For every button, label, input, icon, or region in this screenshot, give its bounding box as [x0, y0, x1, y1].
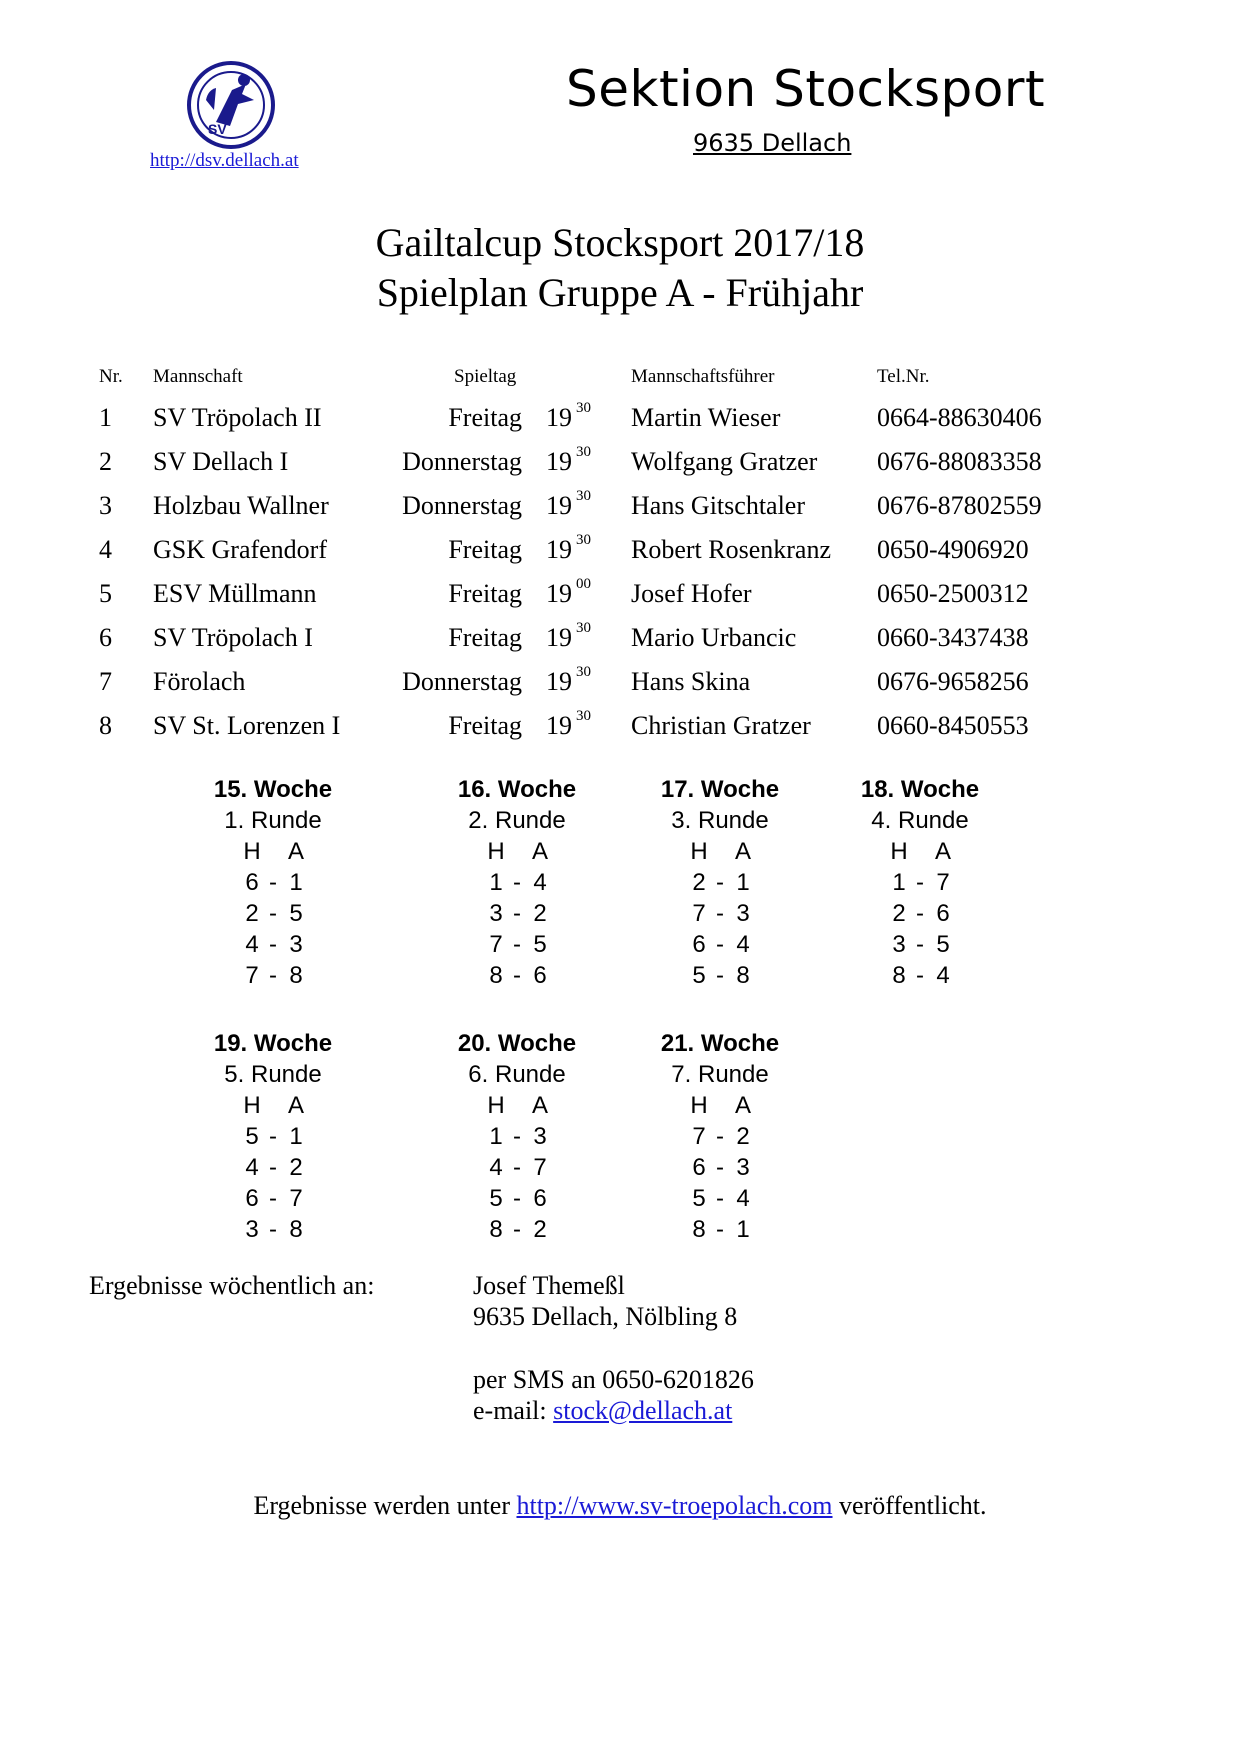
- document-title: [0, 218, 1240, 318]
- away-team: 5: [936, 931, 950, 958]
- match-row: [630, 1183, 810, 1214]
- away-team: 6: [533, 1185, 547, 1212]
- team-name: Förolach: [153, 667, 246, 696]
- match-minute: 30: [576, 664, 591, 681]
- header-day: Spieltag: [454, 366, 517, 387]
- away-team: 4: [736, 1185, 750, 1212]
- results-sms: per SMS an 0650-6201826: [473, 1365, 754, 1394]
- home-team: 2: [692, 869, 706, 896]
- captain-phone: 0650-2500312: [877, 579, 1029, 608]
- match-hour: 19: [546, 711, 572, 740]
- match-minute: 30: [576, 444, 591, 461]
- home-team: 3: [245, 1216, 259, 1243]
- match-row: [630, 929, 810, 960]
- round-label: 5. Runde: [224, 1061, 322, 1088]
- home-away-header: [427, 1090, 607, 1121]
- away-team: 4: [936, 962, 950, 989]
- team-name: ESV Müllmann: [153, 579, 317, 608]
- match-minute: 00: [576, 576, 591, 593]
- away-team: 2: [736, 1123, 750, 1150]
- away-team: 2: [533, 1216, 547, 1243]
- home-away-header: [183, 1090, 363, 1121]
- match-row: [830, 929, 1010, 960]
- week-label: 18. Woche: [860, 776, 980, 803]
- match-row: [630, 960, 810, 991]
- away-team: 1: [736, 869, 750, 896]
- match-row: [183, 1214, 363, 1245]
- match-dash: -: [513, 962, 521, 989]
- home-team: 5: [692, 1185, 706, 1212]
- week-block: [830, 774, 1010, 991]
- match-row: [183, 960, 363, 991]
- match-hour: 19: [546, 579, 572, 608]
- match-hour: 19: [546, 491, 572, 520]
- home-team: 1: [489, 869, 503, 896]
- home-label: H: [690, 1092, 708, 1119]
- results-name: Josef Themeßl: [473, 1271, 625, 1300]
- match-row: [427, 1121, 607, 1152]
- match-row: [183, 929, 363, 960]
- away-team: 3: [736, 1154, 750, 1181]
- home-team: 2: [892, 900, 906, 927]
- home-team: 2: [245, 900, 259, 927]
- match-minute: 30: [576, 620, 591, 637]
- team-name: SV Dellach I: [153, 447, 289, 476]
- team-row: [0, 664, 1240, 707]
- match-row: [427, 929, 607, 960]
- home-team: 3: [892, 931, 906, 958]
- match-row: [427, 1183, 607, 1214]
- away-team: 6: [533, 962, 547, 989]
- week-label: 15. Woche: [213, 776, 333, 803]
- home-away-header: [830, 836, 1010, 867]
- website-link[interactable]: http://dsv.dellach.at: [150, 150, 299, 171]
- team-name: SV Tröpolach II: [153, 403, 322, 432]
- away-team: 6: [936, 900, 950, 927]
- match-row: [630, 867, 810, 898]
- match-day: Donnerstag: [402, 447, 522, 476]
- home-team: 8: [892, 962, 906, 989]
- match-dash: -: [716, 869, 724, 896]
- match-row: [183, 898, 363, 929]
- match-dash: -: [716, 931, 724, 958]
- team-number: 2: [99, 447, 112, 476]
- match-minute: 30: [576, 532, 591, 549]
- captain-phone: 0664-88630406: [877, 403, 1042, 432]
- home-team: 6: [245, 1185, 259, 1212]
- header-team: Mannschaft: [153, 366, 243, 387]
- match-row: [183, 1152, 363, 1183]
- home-team: 5: [692, 962, 706, 989]
- team-number: 1: [99, 403, 112, 432]
- results-email-line: [473, 1396, 732, 1426]
- round-label: 6. Runde: [468, 1061, 566, 1088]
- email-label: e-mail:: [473, 1396, 547, 1425]
- match-time: [546, 576, 591, 609]
- home-team: 8: [692, 1216, 706, 1243]
- club-title: Sektion Stocksport: [566, 60, 1046, 118]
- match-hour: 19: [546, 623, 572, 652]
- home-team: 3: [489, 900, 503, 927]
- team-number: 8: [99, 711, 112, 740]
- home-away-header: [183, 836, 363, 867]
- week-block: [183, 774, 363, 991]
- match-time: [546, 620, 591, 653]
- away-label: A: [531, 1092, 548, 1119]
- match-day: Freitag: [448, 711, 522, 740]
- away-label: A: [287, 838, 304, 865]
- home-label: H: [487, 1092, 505, 1119]
- match-dash: -: [513, 900, 521, 927]
- home-team: 7: [489, 931, 503, 958]
- away-team: 7: [289, 1185, 303, 1212]
- match-dash: -: [269, 962, 277, 989]
- team-captain: Robert Rosenkranz: [631, 535, 832, 564]
- away-team: 4: [533, 869, 547, 896]
- match-dash: -: [269, 900, 277, 927]
- away-label: A: [287, 1092, 304, 1119]
- match-day: Donnerstag: [402, 667, 522, 696]
- match-row: [183, 1121, 363, 1152]
- match-day: Freitag: [448, 403, 522, 432]
- away-team: 1: [289, 1123, 303, 1150]
- home-label: H: [487, 838, 505, 865]
- week-block: [630, 774, 810, 991]
- match-day: Donnerstag: [402, 491, 522, 520]
- match-dash: -: [269, 931, 277, 958]
- team-number: 7: [99, 667, 112, 696]
- match-dash: -: [513, 1123, 521, 1150]
- home-team: 5: [489, 1185, 503, 1212]
- captain-phone: 0676-87802559: [877, 491, 1042, 520]
- away-team: 8: [736, 962, 750, 989]
- match-dash: -: [269, 1154, 277, 1181]
- match-hour: 19: [546, 447, 572, 476]
- header-captain: Mannschaftsführer: [631, 366, 775, 387]
- published-note: [0, 1491, 1240, 1521]
- home-team: 8: [489, 1216, 503, 1243]
- team-name: SV Tröpolach I: [153, 623, 313, 652]
- match-dash: -: [269, 1185, 277, 1212]
- match-row: [630, 1214, 810, 1245]
- match-row: [427, 960, 607, 991]
- week-label: 19. Woche: [213, 1030, 333, 1057]
- title-line-1: Gailtalcup Stocksport 2017/18: [375, 220, 865, 265]
- team-name: SV St. Lorenzen I: [153, 711, 341, 740]
- home-team: 7: [245, 962, 259, 989]
- away-label: A: [934, 838, 951, 865]
- match-minute: 30: [576, 488, 591, 505]
- team-row: [0, 400, 1240, 443]
- team-captain: Wolfgang Gratzer: [631, 447, 818, 476]
- team-captain: Mario Urbancic: [631, 623, 797, 652]
- round-label: 7. Runde: [671, 1061, 769, 1088]
- match-row: [427, 1214, 607, 1245]
- team-number: 6: [99, 623, 112, 652]
- away-team: 1: [736, 1216, 750, 1243]
- team-captain: Christian Gratzer: [631, 711, 811, 740]
- team-name: GSK Grafendorf: [153, 535, 328, 564]
- home-label: H: [890, 838, 908, 865]
- home-away-header: [630, 836, 810, 867]
- match-dash: -: [513, 1185, 521, 1212]
- svg-text:SV: SV: [208, 121, 227, 137]
- match-time: [546, 532, 591, 565]
- away-team: 2: [533, 900, 547, 927]
- team-row: [0, 488, 1240, 531]
- team-number: 4: [99, 535, 112, 564]
- away-team: 5: [533, 931, 547, 958]
- home-label: H: [690, 838, 708, 865]
- home-label: H: [243, 838, 261, 865]
- week-block: [427, 1028, 607, 1245]
- away-team: 3: [289, 931, 303, 958]
- club-city: 9635 Dellach: [693, 129, 852, 157]
- week-label: 16. Woche: [457, 776, 577, 803]
- match-time: [546, 664, 591, 697]
- week-block: [630, 1028, 810, 1245]
- match-hour: 19: [546, 535, 572, 564]
- away-team: 1: [289, 869, 303, 896]
- match-minute: 30: [576, 400, 591, 417]
- match-row: [830, 960, 1010, 991]
- team-name: Holzbau Wallner: [153, 491, 329, 520]
- match-minute: 30: [576, 708, 591, 725]
- match-row: [183, 1183, 363, 1214]
- home-away-header: [630, 1090, 810, 1121]
- away-team: 8: [289, 962, 303, 989]
- home-team: 4: [245, 1154, 259, 1181]
- match-dash: -: [916, 900, 924, 927]
- results-label: Ergebnisse wöchentlich an:: [89, 1271, 375, 1300]
- team-captain: Hans Gitschtaler: [631, 491, 806, 520]
- team-row: [0, 708, 1240, 751]
- match-dash: -: [716, 1216, 724, 1243]
- team-row: [0, 444, 1240, 487]
- team-row: [0, 576, 1240, 619]
- away-team: 3: [533, 1123, 547, 1150]
- header-nr: Nr.: [99, 366, 123, 387]
- match-row: [427, 1152, 607, 1183]
- week-label: 21. Woche: [660, 1030, 780, 1057]
- home-team: 7: [692, 1123, 706, 1150]
- match-hour: 19: [546, 403, 572, 432]
- captain-phone: 0660-3437438: [877, 623, 1029, 652]
- published-link[interactable]: http://www.sv-troepolach.com: [516, 1491, 833, 1520]
- team-captain: Hans Skina: [631, 667, 751, 696]
- team-number: 5: [99, 579, 112, 608]
- captain-phone: 0660-8450553: [877, 711, 1029, 740]
- home-team: 5: [245, 1123, 259, 1150]
- match-day: Freitag: [448, 579, 522, 608]
- match-hour: 19: [546, 667, 572, 696]
- round-label: 4. Runde: [871, 807, 969, 834]
- match-day: Freitag: [448, 623, 522, 652]
- match-dash: -: [916, 931, 924, 958]
- match-day: Freitag: [448, 535, 522, 564]
- away-team: 3: [736, 900, 750, 927]
- match-dash: -: [716, 1154, 724, 1181]
- match-dash: -: [513, 869, 521, 896]
- away-team: 2: [289, 1154, 303, 1181]
- match-row: [630, 898, 810, 929]
- match-time: [546, 400, 591, 433]
- match-dash: -: [513, 931, 521, 958]
- team-number: 3: [99, 491, 112, 520]
- title-line-2: Spielplan Gruppe A - Frühjahr: [376, 270, 864, 315]
- week-block: [427, 774, 607, 991]
- away-team: 7: [533, 1154, 547, 1181]
- header-tel: Tel.Nr.: [877, 366, 930, 387]
- home-team: 1: [489, 1123, 503, 1150]
- captain-phone: 0676-88083358: [877, 447, 1042, 476]
- away-team: 7: [936, 869, 950, 896]
- match-row: [630, 1152, 810, 1183]
- match-dash: -: [916, 869, 924, 896]
- match-row: [830, 867, 1010, 898]
- match-dash: -: [513, 1216, 521, 1243]
- away-label: A: [734, 1092, 751, 1119]
- team-row: [0, 532, 1240, 575]
- week-label: 20. Woche: [457, 1030, 577, 1057]
- home-team: 6: [692, 1154, 706, 1181]
- home-team: 7: [692, 900, 706, 927]
- match-dash: -: [716, 962, 724, 989]
- away-label: A: [734, 838, 751, 865]
- home-team: 4: [245, 931, 259, 958]
- away-team: 4: [736, 931, 750, 958]
- match-dash: -: [513, 1154, 521, 1181]
- captain-phone: 0650-4906920: [877, 535, 1029, 564]
- match-dash: -: [716, 1123, 724, 1150]
- published-prefix: Ergebnisse werden unter: [253, 1491, 510, 1520]
- match-row: [427, 898, 607, 929]
- email-link[interactable]: stock@dellach.at: [553, 1396, 733, 1425]
- away-label: A: [531, 838, 548, 865]
- match-dash: -: [916, 962, 924, 989]
- home-label: H: [243, 1092, 261, 1119]
- home-team: 4: [489, 1154, 503, 1181]
- week-block: [183, 1028, 363, 1245]
- match-row: [630, 1121, 810, 1152]
- home-team: 6: [245, 869, 259, 896]
- home-away-header: [427, 836, 607, 867]
- home-team: 8: [489, 962, 503, 989]
- dsv-logo-icon: [186, 60, 276, 150]
- match-row: [427, 867, 607, 898]
- results-address: 9635 Dellach, Nölbling 8: [473, 1302, 738, 1331]
- match-time: [546, 708, 591, 741]
- match-dash: -: [269, 869, 277, 896]
- home-team: 1: [892, 869, 906, 896]
- away-team: 8: [289, 1216, 303, 1243]
- match-time: [546, 444, 591, 477]
- home-team: 6: [692, 931, 706, 958]
- week-label: 17. Woche: [660, 776, 780, 803]
- match-dash: -: [716, 900, 724, 927]
- match-dash: -: [716, 1185, 724, 1212]
- match-dash: -: [269, 1123, 277, 1150]
- team-captain: Josef Hofer: [631, 579, 752, 608]
- away-team: 5: [289, 900, 303, 927]
- team-row: [0, 620, 1240, 663]
- published-suffix: veröffentlicht.: [839, 1491, 987, 1520]
- match-row: [830, 898, 1010, 929]
- match-row: [183, 867, 363, 898]
- club-logo: [186, 60, 276, 150]
- round-label: 2. Runde: [468, 807, 566, 834]
- round-label: 3. Runde: [671, 807, 769, 834]
- match-dash: -: [269, 1216, 277, 1243]
- team-captain: Martin Wieser: [631, 403, 781, 432]
- round-label: 1. Runde: [224, 807, 322, 834]
- captain-phone: 0676-9658256: [877, 667, 1029, 696]
- match-time: [546, 488, 591, 521]
